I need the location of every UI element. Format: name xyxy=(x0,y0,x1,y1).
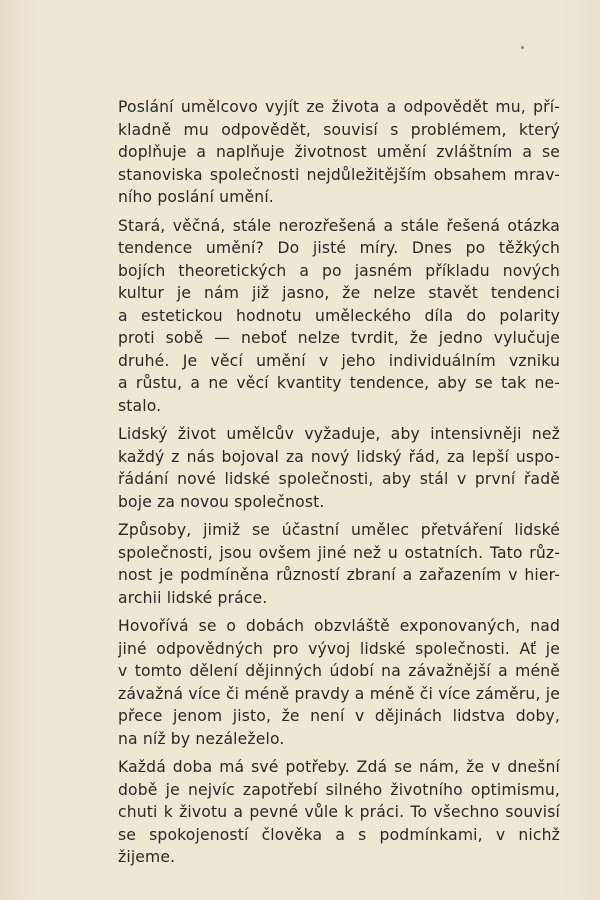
text-line: boje za novou společnost. xyxy=(118,492,325,511)
text-line: Stará, věčná, stále nerozřešená a stále řešená otázka xyxy=(118,216,560,235)
text-line: proti sobě — neboť nelze tvrdit, že jedno vylučuje xyxy=(118,329,560,347)
text-line: nost je podmíněna růzností zbraní a zařazením v hier- xyxy=(118,566,560,584)
paragraph-6 xyxy=(118,756,560,869)
text-line: doplňuje a naplňuje životnost umění zvláštním a se xyxy=(118,143,560,161)
text-line: a estetickou hodnotu uměleckého díla do polarity xyxy=(118,306,560,325)
text-line: Lidský život umělcův vyžaduje, aby intensivněji než xyxy=(118,425,560,443)
text-line: bojích theoretických a po jasném příkladu nových xyxy=(118,261,560,280)
text-line: řádání nové lidské společnosti, aby stál v první řadě xyxy=(118,470,560,488)
text-line: kultur je nám již jasno, že nelze stavět tendenci xyxy=(118,284,560,302)
text-line: době je nejvíc zapotřebí silného životního optimismu, xyxy=(118,780,560,799)
text-line: tendence umění? Do jisté míry. Dnes po těžkých xyxy=(118,239,560,257)
text-line: a růstu, a ne věcí kvantity tendence, aby se tak ne- xyxy=(118,374,560,392)
text-line: druhé. Je věcí umění v jeho individuálním vzniku xyxy=(118,351,560,370)
text-line: Poslání umělcovo vyjít ze života a odpovědět mu, pří- xyxy=(118,98,560,116)
text-line: v tomto dělení dějinných údobí na závažnější a méně xyxy=(118,662,560,680)
text-line: stalo. xyxy=(118,396,162,415)
text-line: Každá doba má své potřeby. Zdá se nám, že v dnešní xyxy=(118,758,560,776)
text-line: chuti k životu a pevné vůle k práci. To všechno souvisí xyxy=(118,803,560,821)
text-line: přece jenom jisto, že není v dějinách lidstva doby, xyxy=(118,707,560,725)
text-line: kladně mu odpovědět, souvisí s problémem, který xyxy=(118,120,560,139)
page-speck xyxy=(521,46,524,49)
text-line: se spokojeností člověka a s podmínkami, v nichž xyxy=(118,825,560,844)
paragraph-4 xyxy=(118,519,560,609)
text-line: jiné odpovědných pro vývoj lidské společnosti. Ať je xyxy=(118,639,560,658)
paragraph-5 xyxy=(118,615,560,750)
paragraph-2 xyxy=(118,215,560,418)
text-line: na níž by nezáleželo. xyxy=(118,729,285,748)
text-line: každý z nás bojoval za nový lidský řád, za lepší uspo- xyxy=(118,447,560,466)
text-line: ního poslání umění. xyxy=(118,188,274,206)
text-line: žijeme. xyxy=(118,848,176,866)
body-text xyxy=(118,96,560,875)
text-line: stanoviska společnosti nejdůležitějším obsahem mrav- xyxy=(118,165,560,184)
paragraph-1 xyxy=(118,96,560,209)
text-line: společnosti, jsou ovšem jiné než u ostatních. Tato růz- xyxy=(118,543,560,562)
text-line: Způsoby, jimiž se účastní umělec přetváření lidské xyxy=(118,521,560,539)
text-line: archii lidské práce. xyxy=(118,588,268,607)
text-line: závažná více či méně pravdy a méně či více záměru, je xyxy=(118,684,560,703)
text-line: Hovořívá se o dobách obzvláště exponovaných, nad xyxy=(118,617,560,635)
paragraph-3 xyxy=(118,423,560,513)
